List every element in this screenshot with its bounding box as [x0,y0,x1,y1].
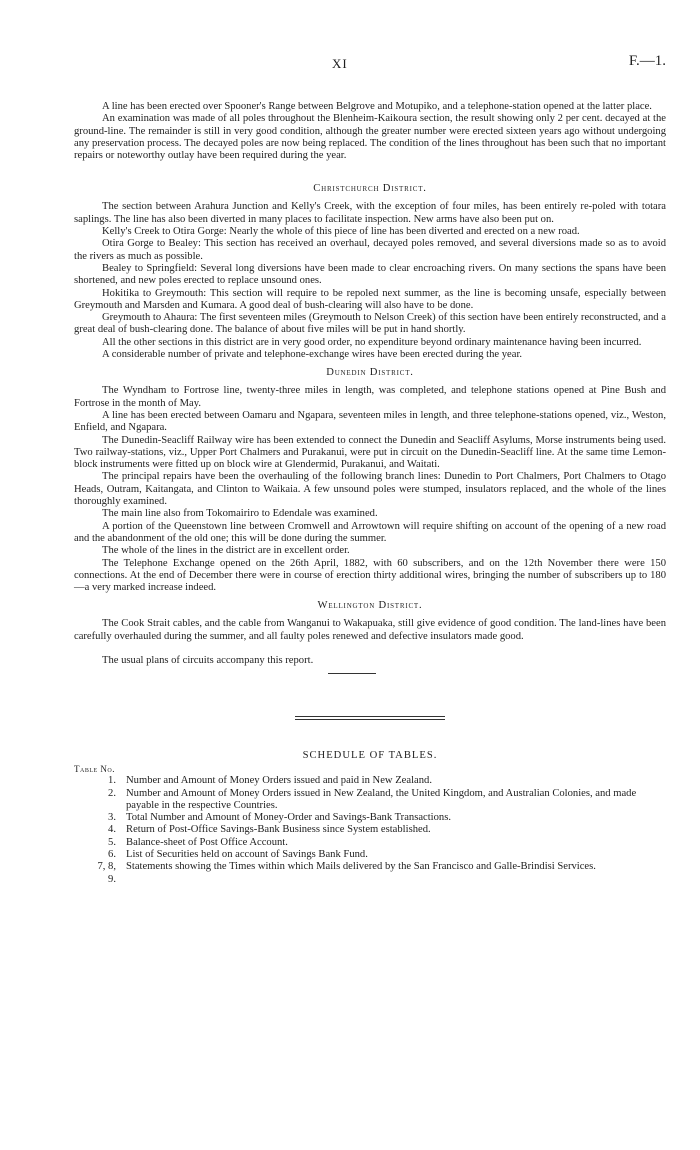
closing-paragraph: The usual plans of circuits accompany this report. [102,654,314,666]
paragraph: The section between Arahura Junction and Kelly's Creek, with the exception of four miles, has been entirely re-poled with totara saplings. The line has also been diverted in many places to facilitate inspection. New arms have also been put on. [74,201,666,225]
schedule-title: SCHEDULE OF TABLES. [302,750,438,762]
page-header [74,0,666,71]
paragraph: Hokitika to Greymouth: This section will require to be repoled next summer, as the line is becoming unsafe, especially between Greymouth and Marsden and Kumara. A good deal of bush-clearing will also have to be done. [74,287,666,311]
list-item-number: 4. [108,824,116,836]
report-body [74,101,666,885]
paragraph: The main line also from Tokomairiro to Edendale was examined. [102,508,378,520]
list-item [98,837,666,849]
document-page [74,0,666,885]
paragraph: A portion of the Queenstown line between Cromwell and Arrowtown will require shifting on account of the opening of a new road and the abandonment of the old one; this will be done during the summer. [74,520,666,544]
list-item-text: Return of Post-Office Savings-Bank Business since System established. [126,824,431,836]
paragraph: Greymouth to Ahaura: The first seventeen miles (Greymouth to Nelson Creek) of this section have been entirely reconstructed, and a great deal of bush-clearing done. The balance of about five miles will be put in hand shortly. [74,312,666,336]
paragraph: The Wyndham to Fortrose line, twenty-three miles in length, was completed, and telephone stations opened at Pine Bush and Fortrose in the month of May. [74,385,666,409]
list-item-number: 2. [108,787,116,799]
paragraph: A line has been erected between Oamaru and Ngapara, seventeen miles in length, and three telephone-stations opened, viz., Weston, Enfield, and Ngapara. [74,409,666,434]
paragraph: The whole of the lines in the district are in excellent order. [102,545,350,557]
paragraph: The Dunedin-Seacliff Railway wire has been extended to connect the Dunedin and Seacliff Asylums, Morse instruments being used. Two railway-stations, viz., Upper Port Chalmers and Purakanui, were put in circuit on the Dunedin-Seacliff line. At the same time Lemon-block instruments were fitted up on block wire at Glendermid, Purakanui, and Waitati. [74,434,666,471]
paragraph: Kelly's Creek to Otira Gorge: Nearly the whole of this piece of line has been diverted and erected on a new road. [102,226,580,238]
list-item-number: 1. [108,775,116,787]
list-item [98,775,666,787]
list-item-number: 7, 8, 9. [97,861,116,885]
list-item [97,861,666,885]
list-item-number: 5. [108,836,116,848]
list-item [98,849,666,861]
list-item-number: 3. [108,812,116,824]
paragraph: A considerable number of private and telephone-exchange wires have been erected during the year. [102,349,523,361]
paragraph: The Telephone Exchange opened on the 26th April, 1882, with 60 subscribers, and on the 12th November there were 150 connections. At the end of December there were in course of erection thirty additional wires, bringing the number of subscribers up to 180—a very marked increase indeed. [74,557,666,594]
list-item [98,824,666,836]
paragraph: Otira Gorge to Bealey: This section has received an overhaul, decayed poles removed, and several diversions made so as to avoid the rivers as much as possible. [74,238,666,262]
list-item-text: List of Securities held on account of Savings Bank Fund. [126,849,368,861]
page-number: XI [332,56,348,71]
paragraph: Bealey to Springfield: Several long diversions have been made to clear encroaching rivers. On many sections the spans have been shortened, and new poles erected to replace unsound ones. [74,262,666,287]
section-heading-dunedin: Dunedin District. [326,367,414,379]
list-item-text: Number and Amount of Money Orders issued and paid in New Zealand. [126,775,432,787]
paragraph: A line has been erected over Spooner's Range between Belgrove and Motupiko, and a telephone-station opened at the latter place. [102,101,652,112]
list-item-text: Balance-sheet of Post Office Account. [126,836,288,848]
table-no-label: Table No. [74,764,115,775]
paragraph: An examination was made of all poles throughout the Blenheim-Kaikoura section, the result showing only 2 per cent. decayed at the ground-line. The remainder is still in very good condition, although the greater number were erected sixteen years ago without undergoing any preservation process. The decayed poles are now being replaced. The condition of the lines throughout has been such that no important repairs or noteworthy outlay have been required during the year. [74,113,666,162]
list-item-text: Total Number and Amount of Money-Order and Savings-Bank Transactions. [126,812,451,824]
list-item-text: Statements showing the Times within which Mails delivered by the San Francisco and Galle-Brindisi Services. [126,861,596,873]
section-heading-wellington: Wellington District. [317,600,423,612]
list-item [98,812,666,824]
paragraph: The Cook Strait cables, and the cable from Wanganui to Wakapuaka, still give evidence of good condition. The land-lines have been carefully overhauled during the summer, and all faulty poles renewed and defective insulators made good. [74,618,666,642]
list-item-number: 6. [108,849,116,861]
section-heading-christchurch: Christchurch District. [313,183,427,195]
document-code: F.—1. [628,53,666,69]
paragraph: All the other sections in this district are in very good order, no expenditure beyond ordinary maintenance having been incurred. [102,336,642,348]
paragraph: The principal repairs have been the overhauling of the following branch lines: Dunedin to Port Chalmers, Port Chalmers to Otago Heads, Outram, Kaitangata, and Clinton to Waikaia. A few unsound poles were stumped, insulators replaced, and the whole of the lines thoroughly examined. [74,471,666,508]
list-item [98,788,666,813]
schedule-list [74,775,666,885]
list-item-text: Number and Amount of Money Orders issued in New Zealand, the United Kingdom, and Australian Colonies, and made payable in the respective Countries. [126,787,637,811]
